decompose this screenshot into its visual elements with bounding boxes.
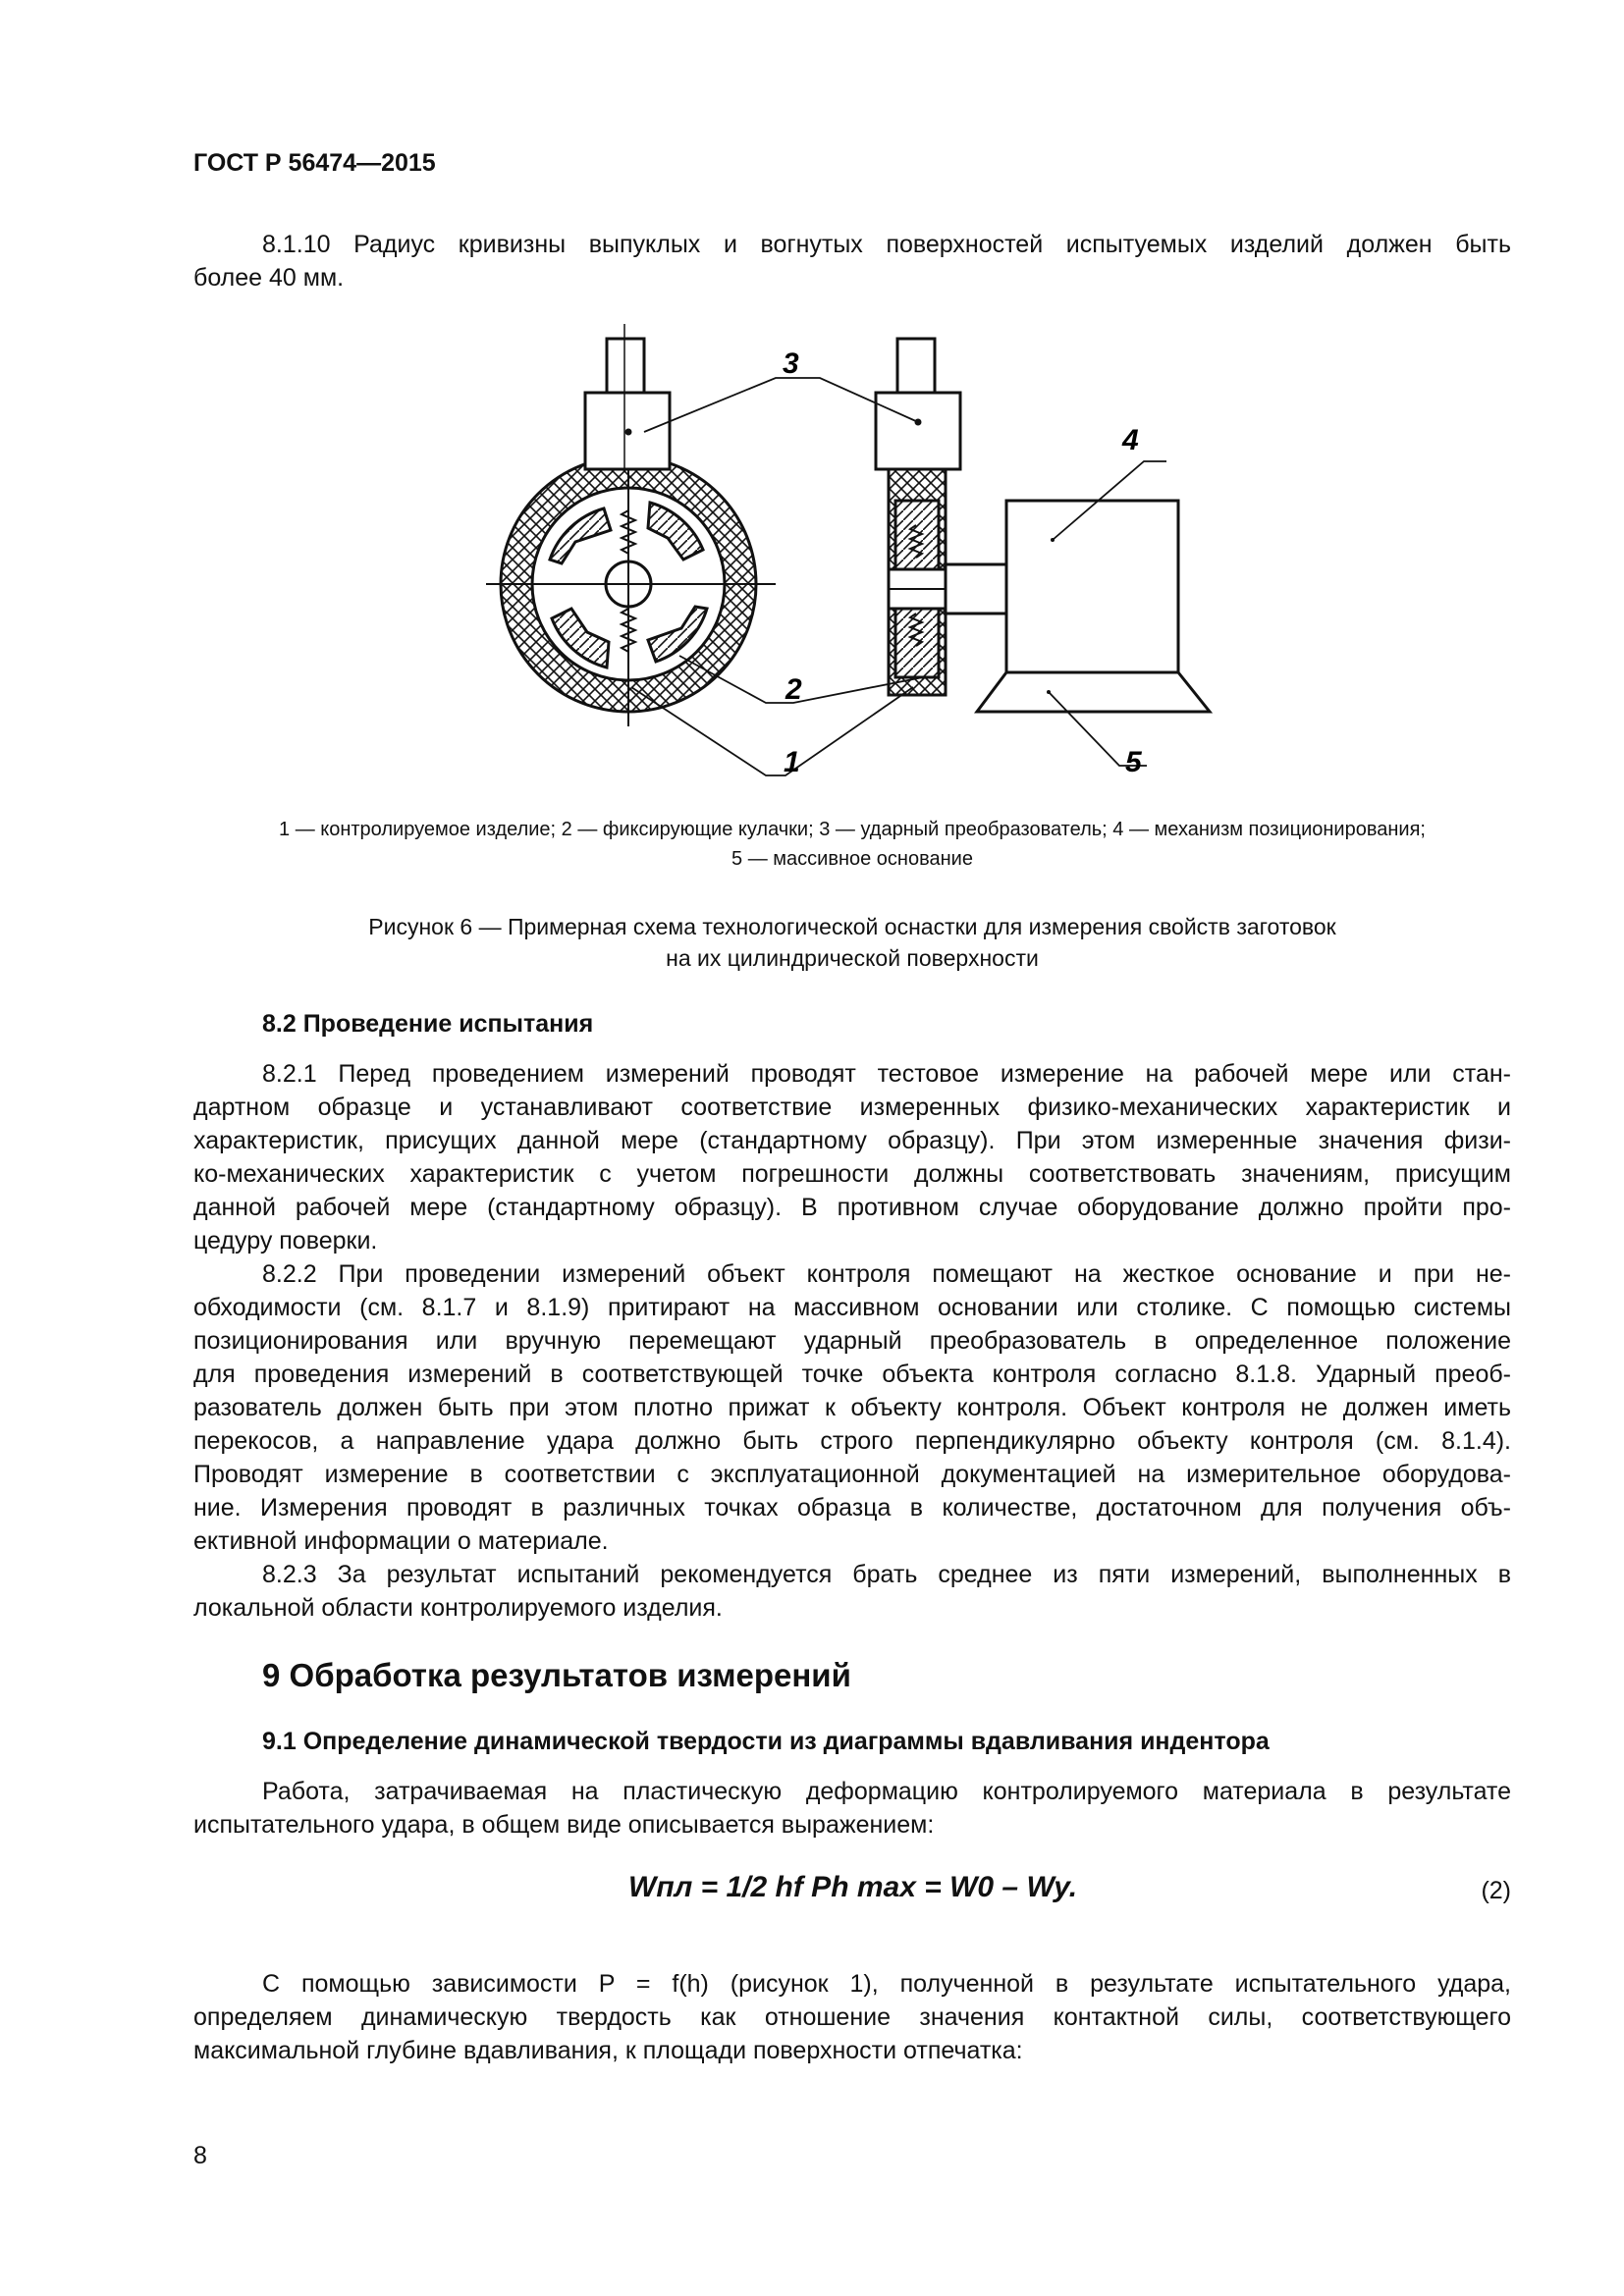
section-9-1-title: 9.1 Определение динамической твердости из диаграммы вдавливания индентора bbox=[262, 1728, 1270, 1755]
text-line: ективной информации о материале. bbox=[193, 1527, 609, 1555]
text-line: С помощью зависимости P = f(h) (рисунок 1), полученной в результате испытательного удара, bbox=[262, 1970, 1511, 1998]
label-3: 3 bbox=[783, 347, 799, 380]
paragraph-8-2-1 bbox=[193, 1057, 1511, 1257]
text-line: позиционирования или вручную перемещают ударный преобразователь в определенное положение bbox=[193, 1327, 1511, 1355]
text-line: обходимости (см. 8.1.7 и 8.1.9) притирают на массивном основании или столике. С помощью системы bbox=[193, 1294, 1511, 1321]
section-8-2-title: 8.2 Проведение испытания bbox=[262, 1010, 594, 1038]
connecting-rod bbox=[946, 564, 1006, 614]
text-line: максимальной глубине вдавливания, к площади поверхности отпечатка: bbox=[193, 2037, 1023, 2064]
legend-line: 5 — массивное основание bbox=[731, 848, 973, 870]
impact-transducer-right bbox=[876, 339, 960, 469]
massive-base bbox=[977, 672, 1210, 712]
text-line: ко-механических характеристик с учетом погрешности должны соответствовать значениям, присущим bbox=[193, 1160, 1511, 1188]
text-line: дартном образце и устанавливают соответствие измеренных физико-механических характеристик и bbox=[193, 1094, 1511, 1121]
legend-line: 1 — контролируемое изделие; 2 — фиксирующие кулачки; 3 — ударный преобразователь; 4 — механизм позиционирования; bbox=[279, 819, 1426, 840]
label-1: 1 bbox=[784, 746, 800, 778]
text-line: 8.2.3 За результат испытаний рекомендуется брать среднее из пяти измерений, выполненных в bbox=[262, 1561, 1511, 1588]
text-line: определяем динамическую твердость как отношение значения контактной силы, соответствующего bbox=[193, 2003, 1511, 2031]
text-line: данной рабочей мере (стандартному образцу). В противном случае оборудование должно пройти про- bbox=[193, 1194, 1511, 1221]
label-5: 5 bbox=[1125, 746, 1142, 778]
figure-legend bbox=[193, 815, 1511, 874]
document-code: ГОСТ Р 56474—2015 bbox=[193, 149, 436, 177]
section-9-title: 9 Обработка результатов измерений bbox=[262, 1657, 851, 1693]
label-4: 4 bbox=[1122, 424, 1139, 456]
text-line: характеристик, присущих данной мере (стандартному образцу). При этом измеренные значения физи- bbox=[193, 1127, 1511, 1154]
text-line: 8.1.10 Радиус кривизны выпуклых и вогнутых поверхностей испытуемых изделий должен быть bbox=[262, 231, 1511, 258]
formula-number: (2) bbox=[1481, 1877, 1511, 1904]
figure-6-diagram bbox=[471, 314, 1237, 795]
text-line: 8.2.1 Перед проведением измерений проводят тестовое измерение на рабочей мере или стан- bbox=[262, 1060, 1511, 1088]
label-2: 2 bbox=[785, 673, 802, 706]
paragraph-9-1-intro bbox=[193, 1775, 1511, 1842]
impact-transducer-left bbox=[585, 324, 670, 471]
text-line: испытательного удара, в общем виде описывается выражением: bbox=[193, 1811, 935, 1839]
text-line: локальной области контролируемого изделия. bbox=[193, 1594, 723, 1622]
page-number: 8 bbox=[193, 2142, 207, 2169]
text-line: цедуру поверки. bbox=[193, 1227, 378, 1255]
text-line: разователь должен быть при этом плотно прижат к объекту контроля. Объект контроля не должен иметь bbox=[193, 1394, 1511, 1421]
text-line: перекосов, а направление удара должно быть строго перпендикулярно объекту контроля (см. 8.1.4). bbox=[193, 1427, 1511, 1455]
text-line: Работа, затрачиваемая на пластическую деформацию контролируемого материала в результате bbox=[262, 1778, 1511, 1805]
paragraph-9-1-hardness bbox=[193, 1967, 1511, 2067]
text-line: для проведения измерений в соответствующей точке объекта контроля согласно 8.1.8. Ударный преоб- bbox=[193, 1361, 1511, 1388]
text-line: Проводят измерение в соответствии с эксплуатационной документацией на измерительное оборудова- bbox=[193, 1461, 1511, 1488]
paragraph-8-2-3 bbox=[193, 1558, 1511, 1625]
text-line: ние. Измерения проводят в различных точках образца в количестве, достаточном для получения объ- bbox=[193, 1494, 1511, 1522]
text-line: более 40 мм. bbox=[193, 264, 345, 292]
figure-caption bbox=[193, 911, 1511, 974]
formula-2: Wпл = 1/2 hf Ph max = W0 – Wy. bbox=[628, 1871, 1078, 1903]
caption-line: Рисунок 6 — Примерная схема технологической оснастки для измерения свойств заготовок bbox=[368, 914, 1336, 939]
paragraph-8-1-10 bbox=[193, 228, 1511, 294]
text-line: 8.2.2 При проведении измерений объект контроля помещают на жесткое основание и при не- bbox=[262, 1260, 1511, 1288]
positioning-mechanism bbox=[1006, 501, 1178, 672]
caption-line: на их цилиндрической поверхности bbox=[666, 945, 1039, 971]
paragraph-8-2-2 bbox=[193, 1257, 1511, 1558]
